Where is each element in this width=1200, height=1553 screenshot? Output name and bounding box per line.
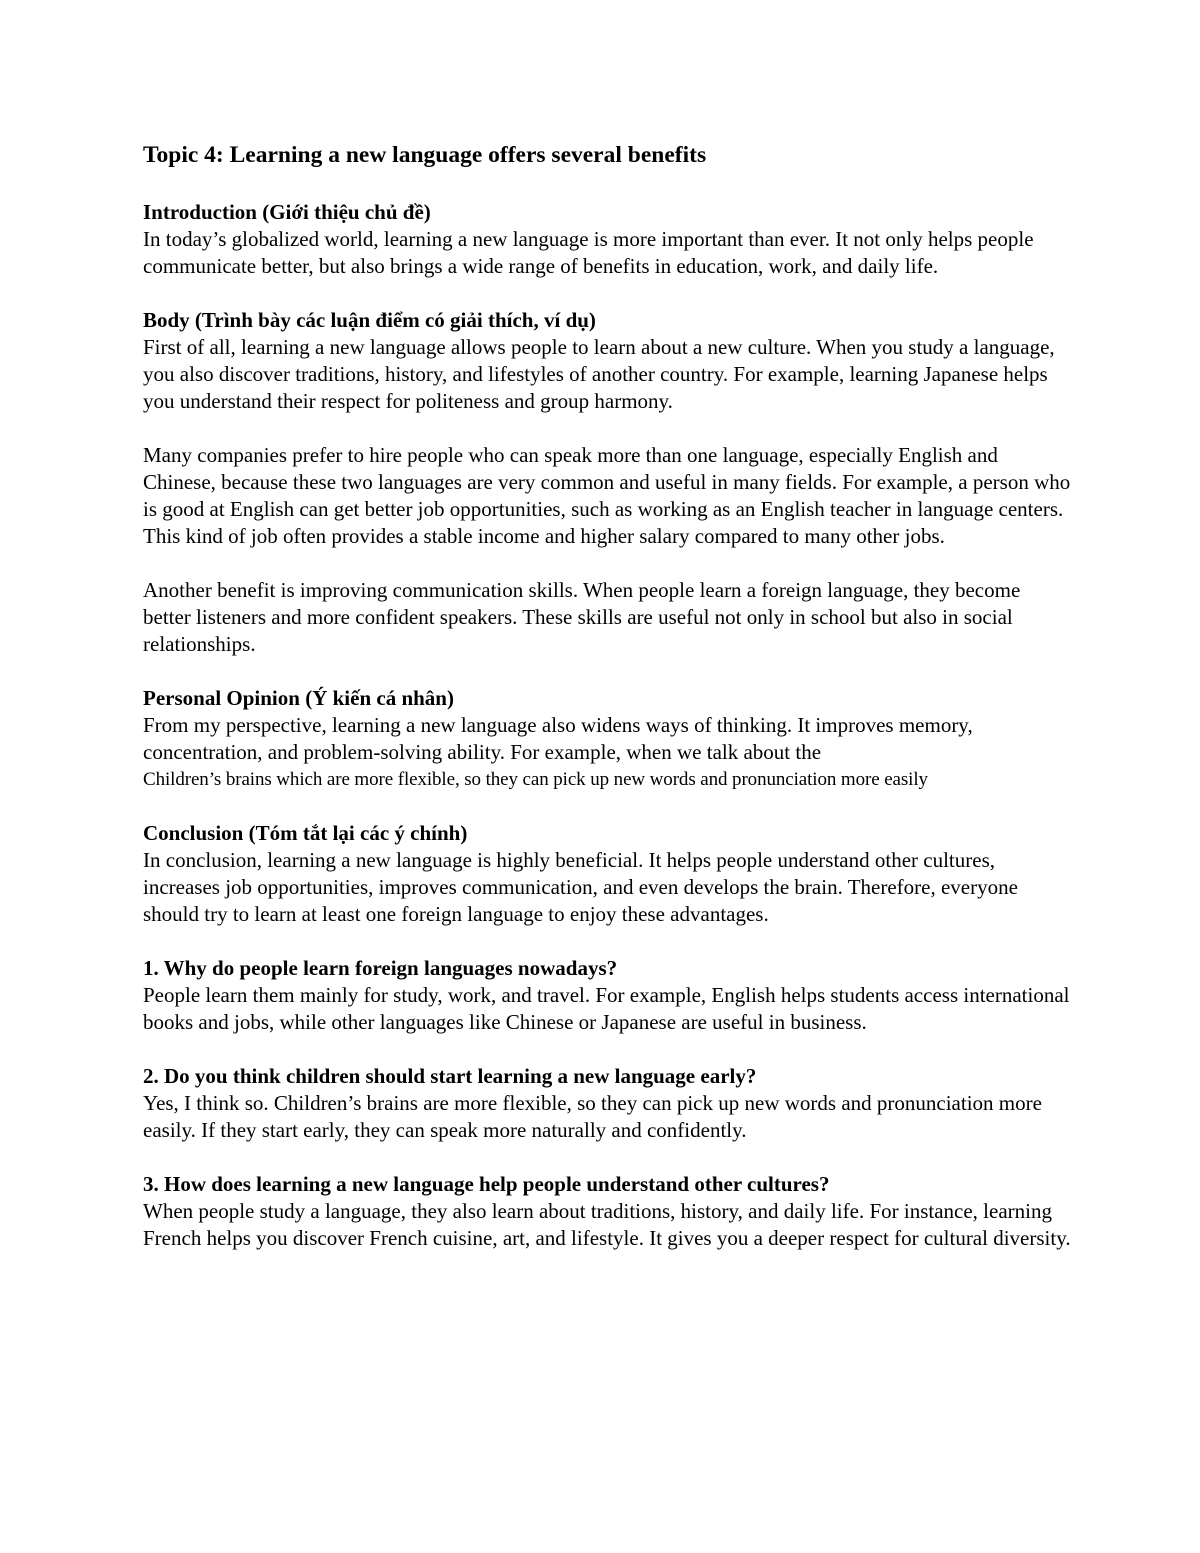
question-1-answer: People learn them mainly for study, work, and travel. For example, English helps students access international books and jobs, while other languages like Chinese or Japanese are useful in business. [143, 983, 1070, 1034]
question-2-heading: 2. Do you think children should start learning a new language early? [143, 1064, 757, 1088]
opinion-heading: Personal Opinion (Ý kiến cá nhân) [143, 686, 454, 710]
body-paragraph-2: Many companies prefer to hire people who can speak more than one language, especially English and Chinese, because these two languages are very common and useful in many fields. For example, a person who is good at English can get better job opportunities, such as working as an English teacher in language centers. This kind of job often provides a stable income and higher salary compared to many other jobs. [143, 443, 1071, 548]
question-3 [143, 1171, 1073, 1252]
question-3-answer: When people study a language, they also learn about traditions, history, and daily life. For instance, learning French helps you discover French cuisine, art, and lifestyle. It gives you a deeper respect for cultural diversity. [143, 1199, 1071, 1250]
opinion-text: From my perspective, learning a new language also widens ways of thinking. It improves memory, concentration, and problem-solving ability. For example, when we talk about the [143, 713, 973, 764]
body-paragraph-1: First of all, learning a new language allows people to learn about a new culture. When you study a language, you also discover traditions, history, and lifestyles of another country. For example, learning Japanese helps you understand their respect for politeness and group harmony. [143, 335, 1055, 413]
document-title: Topic 4: Learning a new language offers several benefits [143, 142, 707, 168]
body-paragraph-2-block [143, 442, 1073, 550]
opinion-text-small: Children’s brains which are more flexible, so they can pick up new words and pronunciation more easily [143, 769, 928, 790]
body-paragraph-3: Another benefit is improving communication skills. When people learn a foreign language, they become better listeners and more confident speakers. These skills are useful not only in school but also in social relationships. [143, 578, 1021, 656]
question-1-heading: 1. Why do people learn foreign languages nowadays? [143, 956, 618, 980]
conclusion-text: In conclusion, learning a new language is highly beneficial. It helps people understand other cultures, increases job opportunities, improves communication, and even develops the brain. Therefore, everyone should try to learn at least one foreign language to enjoy these advantages. [143, 848, 1018, 926]
conclusion-heading: Conclusion (Tóm tắt lại các ý chính) [143, 821, 468, 845]
conclusion-section [143, 820, 1073, 928]
question-3-heading: 3. How does learning a new language help people understand other cultures? [143, 1172, 830, 1196]
document-page [143, 140, 1073, 1279]
opinion-section [143, 685, 1073, 793]
question-2-answer: Yes, I think so. Children’s brains are more flexible, so they can pick up new words and pronunciation more easily. If they start early, they can speak more naturally and confidently. [143, 1091, 1042, 1142]
body-section [143, 307, 1073, 415]
introduction-text: In today’s globalized world, learning a new language is more important than ever. It not only helps people communicate better, but also brings a wide range of benefits in education, work, and daily life. [143, 227, 1034, 278]
introduction-section [143, 199, 1073, 280]
body-heading: Body (Trình bày các luận điểm có giải thích, ví dụ) [143, 308, 596, 332]
question-2 [143, 1063, 1073, 1144]
body-paragraph-3-block [143, 577, 1073, 658]
question-1 [143, 955, 1073, 1036]
introduction-heading: Introduction (Giới thiệu chủ đề) [143, 200, 431, 224]
